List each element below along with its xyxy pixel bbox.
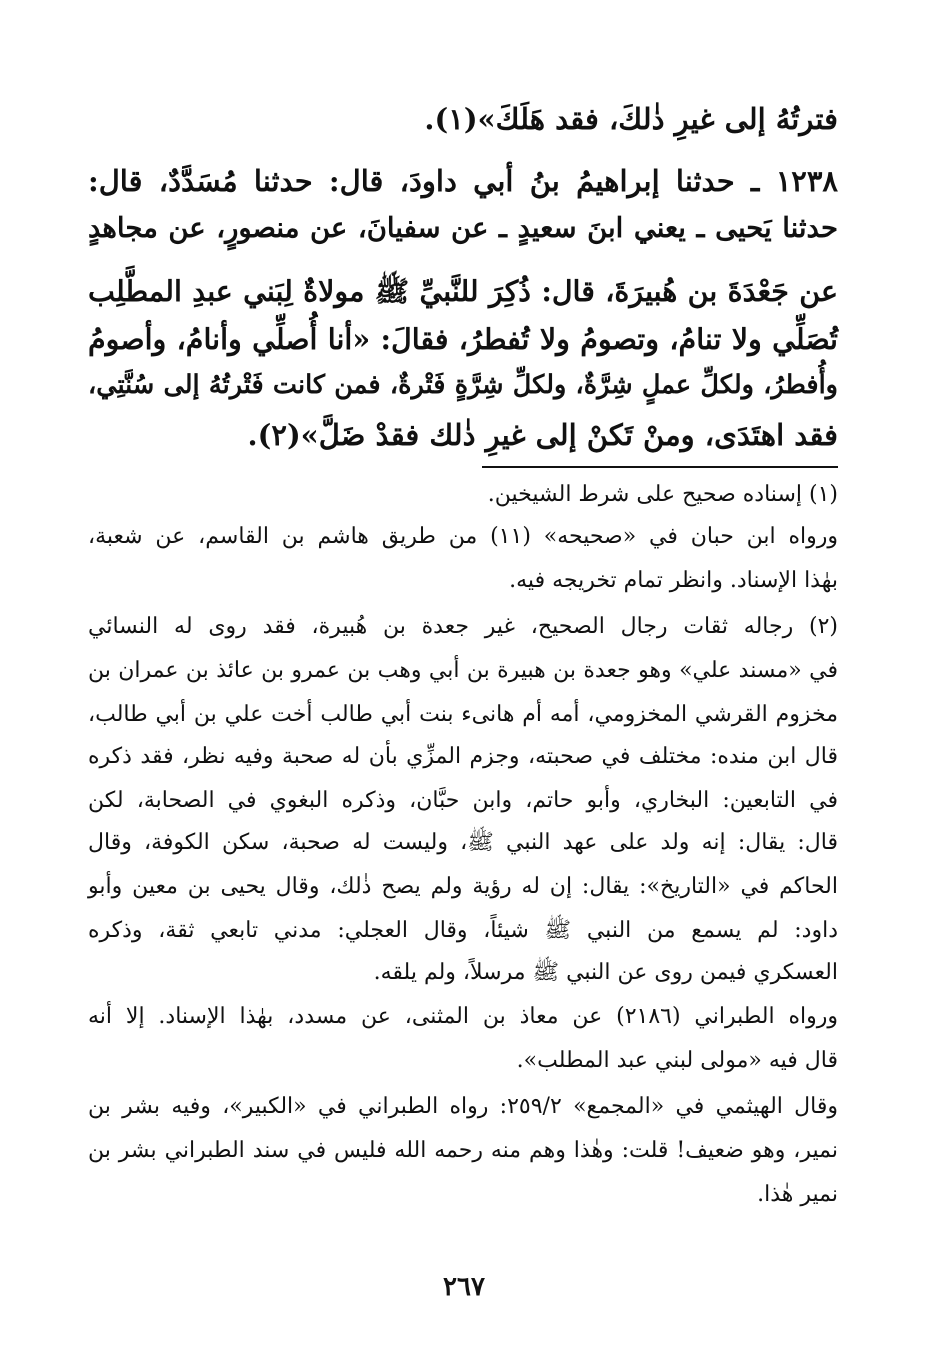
footnote-line: العسكري فيمن روى عن النبي ﷺ مرسلاً، ولم يلقه.	[373, 960, 838, 985]
footnote-line: ورواه ابن حبان في «صحيحه» (١١) من طريق هاشم بن القاسم، عن شعبة،	[88, 524, 838, 549]
footnote-line: مخزوم القرشي المخزومي، أمه أم هانىء بنت أبي طالب أخت علي بن أبي طالب،	[88, 702, 838, 727]
main-text-line: ١٢٣٨ ـ حدثنا إبراهيمُ بنُ أبي داودَ، قال: حدثنا مُسَدَّدٌ، قال:	[88, 164, 838, 198]
footnote-line: في التابعين: البخاري، وأبو حاتم، وابن حبَّان، وذكره البغوي في الصحابة، لكن	[88, 788, 838, 813]
footnote-line: نمير هٰذا.	[757, 1182, 838, 1207]
main-text-line: فترتُهُ إلى غيرِ ذٰلكَ، فقد هَلَكَ»(١).	[424, 102, 838, 136]
footnote-line: ورواه الطبراني (٢١٨٦) عن معاذ بن المثنى، عن مسدد، بهٰذا الإسناد. إلا أنه	[88, 1004, 838, 1029]
footnote-line: (٢) رجاله ثقات رجال الصحيح، غير جعدة بن هُبيرة، فقد روى له النسائي	[88, 614, 838, 639]
page-number: ٢٦٧	[443, 1272, 485, 1302]
footnote-line: داود: لم يسمع من النبي ﷺ شيئاً، وقال العجلي: مدني تابعي ثقة، وذكره	[88, 918, 838, 943]
footnote-line: الحاكم في «التاريخ»: يقال: إن له رؤية ولم يصح ذٰلك، وقال يحيى بن معين وأبو	[88, 874, 838, 899]
footnote-line: (١) إسناده صحيح على شرط الشيخين.	[487, 482, 838, 507]
footnote-line: وقال الهيثمي في «المجمع» ٢٥٩/٢: رواه الطبراني في «الكبير»، وفيه بشر بن	[88, 1094, 838, 1119]
footnote-line: قال ابن منده: مختلف في صحبته، وجزم المزِّي بأن له صحبة وفيه نظر، فقد ذكره	[88, 744, 838, 769]
footnote-line: في «مسند علي» وهو جعدة بن هبيرة بن أبي وهب بن عمرو بن عائذ بن عمران بن	[88, 658, 838, 683]
footnote-line: قال فيه «مولى لبني عبد المطلب».	[516, 1048, 838, 1073]
footnote-line: بهٰذا الإسناد. وانظر تمام تخريجه فيه.	[509, 568, 838, 593]
footnote-separator	[482, 466, 838, 468]
main-text-line: وأُفطرُ، ولكلِّ عملٍ شِرَّةٌ، ولكلِّ شِرَّةٍ فَتْرةٌ، فمن كانت فَتْرتُهُ إلى سُنَّتِي،	[88, 370, 838, 400]
main-text-line: فقد اهتَدَى، ومنْ تَكنْ إلى غيرِ ذٰلك فقدْ ضَلَّ»(٢).	[247, 418, 838, 452]
main-text-line: حدثنا يَحيى ـ يعني ابنَ سعيدٍ ـ عن سفيانَ، عن منصورٍ، عن مجاهدٍ	[88, 212, 838, 244]
main-text-line: عن جَعْدَةَ بن هُبيرَةَ، قال: ذُكِرَ للنَّبيِّ ﷺ مولاةٌ لِبَني عبدِ المطَّلِب	[88, 274, 838, 308]
footnote-line: نمير، وهو ضعيف! قلت: وهٰذا وهم منه رحمه الله فليس في سند الطبراني بشر بن	[88, 1138, 838, 1163]
footnote-line: قال: يقال: إنه ولد على عهد النبي ﷺ، وليست له صحبة، سكن الكوفة، وقال	[88, 830, 838, 855]
main-text-line: تُصَلِّي ولا تنامُ، وتصومُ ولا تُفطرُ، فقالَ: «أنا أُصلِّي وأنامُ، وأصومُ	[88, 322, 838, 356]
